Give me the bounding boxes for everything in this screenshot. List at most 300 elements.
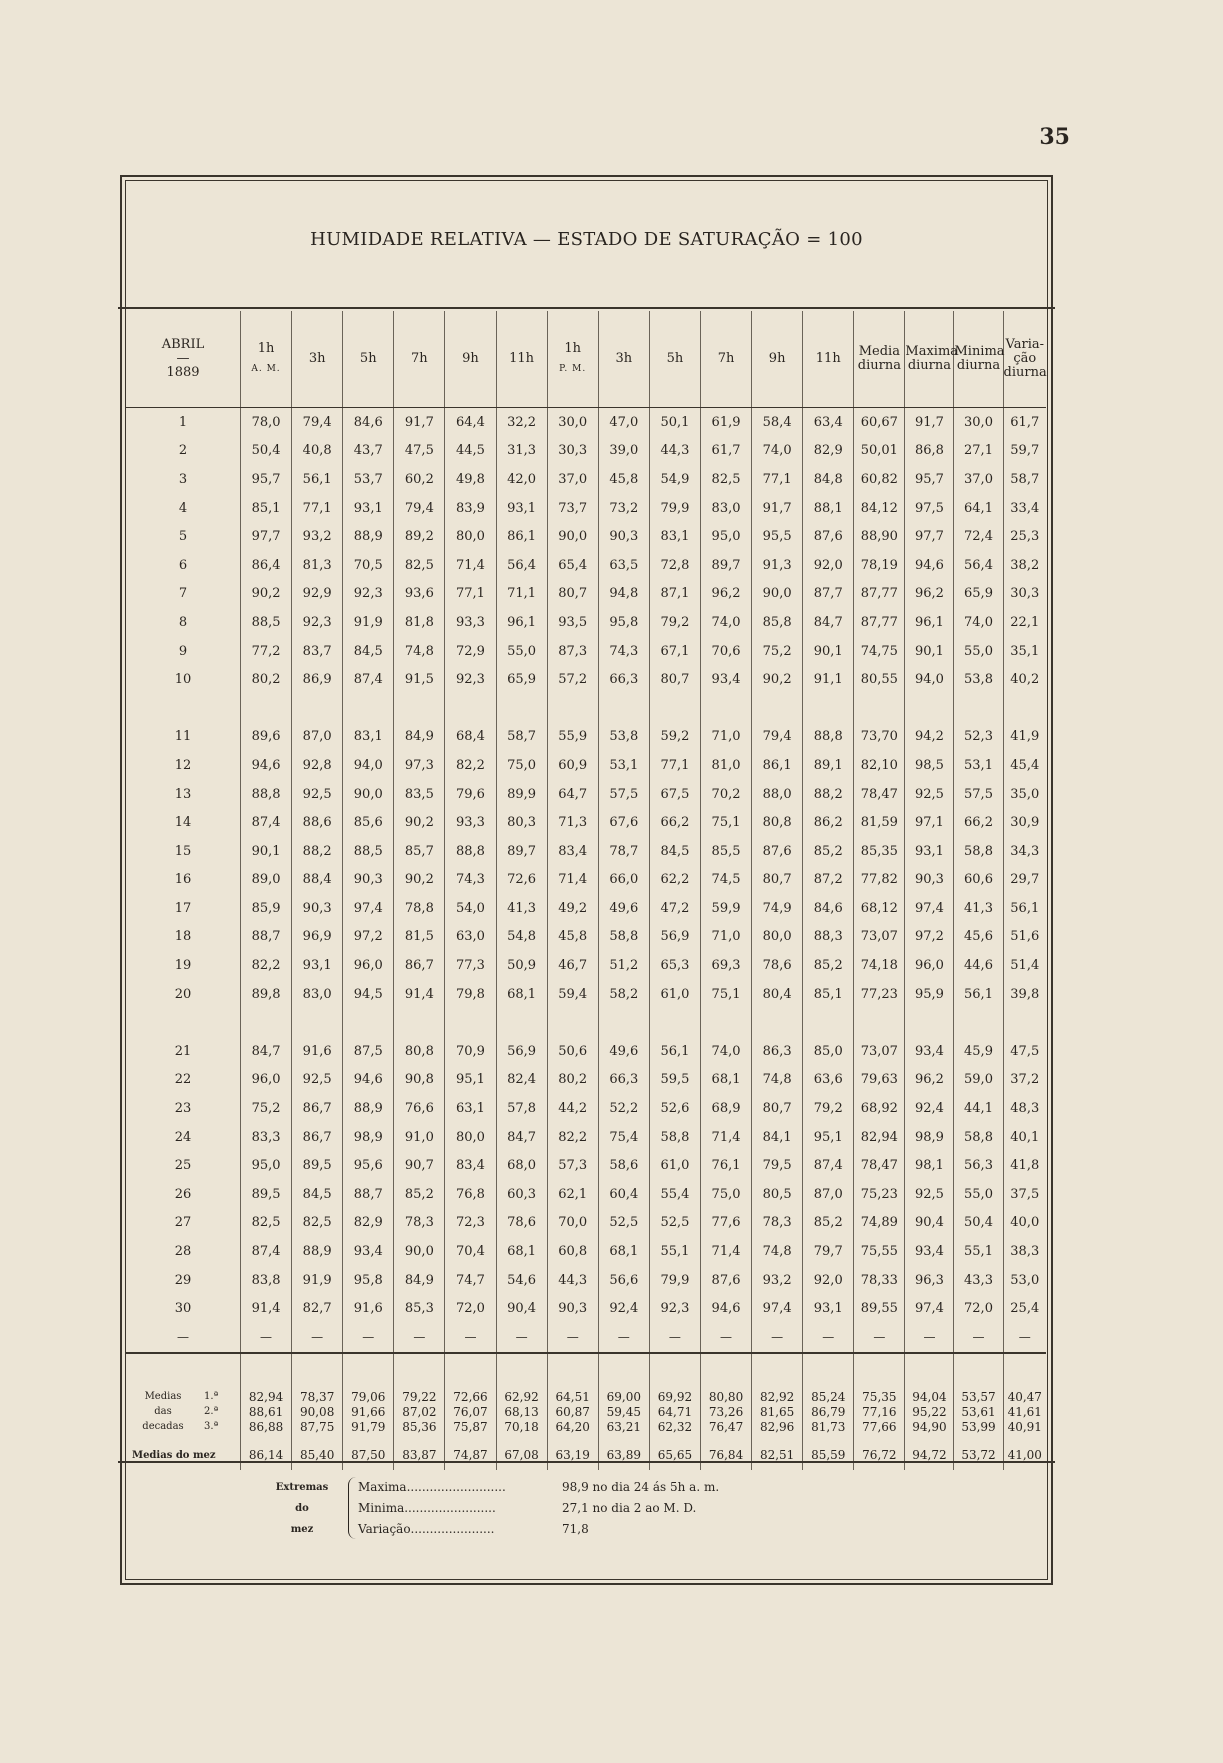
value-cell: 88,8 [445, 837, 496, 866]
value-cell: 90,2 [394, 808, 445, 837]
value-cell: 80,8 [394, 1037, 445, 1066]
value-cell: 89,6 [240, 723, 291, 752]
value-cell: 68,1 [496, 1237, 547, 1266]
extreme-maxima-value: 98,9 no dia 24 ás 5h a. m. [562, 1480, 720, 1494]
value-cell: 62,1 [547, 1180, 598, 1209]
value-cell: 60,67 [854, 408, 905, 437]
value-cell: 90,3 [292, 894, 343, 923]
value-cell: 82,2 [445, 751, 496, 780]
value-cell: 67,5 [649, 780, 700, 809]
gap-cell [445, 1008, 496, 1037]
value-cell: 93,2 [752, 1266, 803, 1295]
table-row [126, 408, 1046, 437]
value-cell: 92,4 [598, 1294, 649, 1323]
decade-mean-value: 77,16 [862, 1405, 897, 1420]
value-cell: 90,0 [394, 1237, 445, 1266]
value-cell: 97,4 [752, 1294, 803, 1323]
value-cell: 79,4 [394, 494, 445, 523]
value-cell: 85,5 [700, 837, 751, 866]
value-cell: 30,9 [1003, 808, 1046, 837]
decade-mean-value: 82,94 [248, 1390, 284, 1405]
value-cell: 91,0 [394, 1123, 445, 1152]
gap-cell [854, 694, 905, 723]
value-cell: 88,6 [292, 808, 343, 837]
value-cell: 83,8 [240, 1266, 291, 1295]
table-row [126, 1237, 1046, 1266]
value-cell: 80,8 [752, 808, 803, 837]
decade-means-label [126, 1382, 240, 1441]
value-cell: 95,6 [343, 1151, 394, 1180]
value-cell: 77,3 [445, 951, 496, 980]
day-cell: 11 [174, 729, 192, 745]
value-cell: 88,9 [343, 522, 394, 551]
value-cell: 56,1 [292, 465, 343, 494]
value-cell: 92,3 [445, 665, 496, 694]
value-cell: 74,18 [854, 951, 905, 980]
value-cell: 44,2 [547, 1094, 598, 1123]
value-cell: 90,0 [547, 522, 598, 551]
value-cell: 70,0 [547, 1209, 598, 1238]
value-cell: 80,55 [854, 665, 905, 694]
value-cell: 56,9 [496, 1037, 547, 1066]
value-cell: 45,8 [598, 465, 649, 494]
day-cell: 22 [174, 1072, 192, 1088]
decade-mean-value: 80,80 [708, 1390, 744, 1405]
decade-mean-value: 91,66 [351, 1405, 386, 1420]
value-cell: 82,5 [292, 1209, 343, 1238]
value-cell: 75,2 [752, 637, 803, 666]
dash-cell: — [598, 1323, 649, 1353]
value-cell: 43,3 [954, 1266, 1003, 1295]
value-cell: 57,5 [954, 780, 1003, 809]
value-cell: 41,3 [496, 894, 547, 923]
value-cell: 95,9 [905, 980, 954, 1009]
value-cell: 37,0 [547, 465, 598, 494]
month-mean-cell: 94,72 [905, 1441, 954, 1470]
gap-cell [954, 1008, 1003, 1037]
day-cell: 8 [178, 614, 188, 630]
value-cell: 41,8 [1003, 1151, 1046, 1180]
value-cell: 40,2 [1003, 665, 1046, 694]
value-cell: 96,3 [905, 1266, 954, 1295]
value-cell: 80,7 [752, 866, 803, 895]
decade-mean-value: 75,87 [453, 1420, 488, 1435]
value-cell: 80,5 [752, 1180, 803, 1209]
gap-cell [700, 694, 751, 723]
day-cell: 10 [174, 672, 192, 688]
header-row [126, 311, 1046, 408]
gap-cell [240, 1008, 291, 1037]
value-cell: 66,2 [649, 808, 700, 837]
value-cell: 95,5 [752, 522, 803, 551]
value-cell: 40,8 [292, 437, 343, 466]
header-media: Media diurna [854, 311, 905, 408]
value-cell: 84,1 [752, 1123, 803, 1152]
extremes-label: Extremas [275, 1482, 329, 1493]
table-frame [120, 175, 1053, 1585]
table-row [126, 1094, 1046, 1123]
dash-cell: — [905, 1323, 954, 1353]
value-cell: 89,1 [803, 751, 854, 780]
value-cell: 48,3 [1003, 1094, 1046, 1123]
divider-cell [496, 1353, 547, 1383]
decade-label-text: Medias [144, 1391, 182, 1403]
value-cell: 55,4 [649, 1180, 700, 1209]
decade-mean-value: 87,02 [402, 1405, 437, 1420]
value-cell: 74,7 [445, 1266, 496, 1295]
month-mean-cell: 74,87 [445, 1441, 496, 1470]
month-mean-cell: 67,08 [496, 1441, 547, 1470]
value-cell: 89,9 [496, 780, 547, 809]
value-cell: 56,4 [496, 551, 547, 580]
value-cell: 97,4 [343, 894, 394, 923]
table-row [126, 608, 1046, 637]
value-cell: 96,0 [343, 951, 394, 980]
value-cell: 79,2 [803, 1094, 854, 1123]
gap-cell [394, 1008, 445, 1037]
value-cell: 95,7 [240, 465, 291, 494]
value-cell: 61,9 [700, 408, 751, 437]
value-cell: 72,9 [445, 637, 496, 666]
value-cell: 88,90 [854, 522, 905, 551]
decade-mean-value: 41,61 [1007, 1405, 1042, 1420]
value-cell: 84,6 [343, 408, 394, 437]
gap-cell [547, 1008, 598, 1037]
header-hour: 11h [496, 311, 547, 408]
value-cell: 88,4 [292, 866, 343, 895]
value-cell: 51,2 [598, 951, 649, 980]
value-cell: 85,8 [752, 608, 803, 637]
header-month: ABRIL [161, 337, 205, 352]
value-cell: 74,75 [854, 637, 905, 666]
day-cell: 15 [174, 843, 192, 859]
value-cell: 87,3 [547, 637, 598, 666]
value-cell: 96,0 [905, 951, 954, 980]
value-cell: 83,4 [547, 837, 598, 866]
dash-cell: — [394, 1323, 445, 1353]
value-cell: 94,6 [240, 751, 291, 780]
value-cell: 84,7 [240, 1037, 291, 1066]
decade-mean-value: 68,13 [504, 1405, 539, 1420]
decade-mean-cell [292, 1382, 343, 1441]
gap-cell [752, 1008, 803, 1037]
value-cell: 60,82 [854, 465, 905, 494]
decade-mean-value: 53,99 [961, 1420, 996, 1435]
decade-mean-value: 94,90 [912, 1420, 947, 1435]
month-mean-cell: 83,87 [394, 1441, 445, 1470]
value-cell: 85,1 [803, 980, 854, 1009]
title-rule [118, 307, 1055, 309]
divider-cell [126, 1353, 240, 1383]
value-cell: 34,3 [1003, 837, 1046, 866]
value-cell: 41,3 [954, 894, 1003, 923]
value-cell: 30,0 [547, 408, 598, 437]
gap-cell [803, 694, 854, 723]
value-cell: 30,0 [954, 408, 1003, 437]
value-cell: 82,2 [547, 1123, 598, 1152]
gap-cell [598, 1008, 649, 1037]
value-cell: 80,2 [240, 665, 291, 694]
value-cell: 90,2 [394, 866, 445, 895]
value-cell: 72,0 [445, 1294, 496, 1323]
decade-mean-value: 62,32 [657, 1420, 693, 1435]
value-cell: 74,5 [700, 866, 751, 895]
dash-cell: — [292, 1323, 343, 1353]
value-cell: 49,6 [598, 1037, 649, 1066]
decade-mean-cell [445, 1382, 496, 1441]
decade-mean-cell [854, 1382, 905, 1441]
table-row [126, 580, 1046, 609]
value-cell: 53,7 [343, 465, 394, 494]
value-cell: 60,3 [496, 1180, 547, 1209]
dash-cell: — [803, 1323, 854, 1353]
decade-mean-cell [240, 1382, 291, 1441]
value-cell: 35,0 [1003, 780, 1046, 809]
value-cell: 58,4 [752, 408, 803, 437]
divider-cell [343, 1353, 394, 1383]
day-cell: 23 [174, 1101, 192, 1117]
value-cell: 88,8 [803, 723, 854, 752]
value-cell: 61,7 [700, 437, 751, 466]
value-cell: 93,4 [905, 1037, 954, 1066]
value-cell: 56,1 [649, 1037, 700, 1066]
value-cell: 77,82 [854, 866, 905, 895]
value-cell: 84,5 [649, 837, 700, 866]
value-cell: 93,3 [445, 608, 496, 637]
gap-cell [598, 694, 649, 723]
header-pm: P. M. [559, 364, 587, 374]
value-cell: 66,0 [598, 866, 649, 895]
day-cell: 4 [178, 500, 188, 516]
value-cell: 54,6 [496, 1266, 547, 1295]
value-cell: 57,8 [496, 1094, 547, 1123]
value-cell: 63,1 [445, 1094, 496, 1123]
value-cell: 77,1 [292, 494, 343, 523]
value-cell: 75,0 [496, 751, 547, 780]
value-cell: 86,3 [752, 1037, 803, 1066]
value-cell: 50,01 [854, 437, 905, 466]
value-cell: 58,6 [598, 1151, 649, 1180]
value-cell: 86,2 [803, 808, 854, 837]
gap-cell [752, 694, 803, 723]
value-cell: 72,8 [649, 551, 700, 580]
dash-cell: — [445, 1323, 496, 1353]
value-cell: 87,0 [803, 1180, 854, 1209]
value-cell: 67,1 [649, 637, 700, 666]
value-cell: 85,7 [394, 837, 445, 866]
value-cell: 88,7 [240, 923, 291, 952]
gap-cell [292, 1008, 343, 1037]
value-cell: 70,5 [343, 551, 394, 580]
decade-mean-value: 75,35 [862, 1390, 897, 1405]
value-cell: 71,0 [700, 923, 751, 952]
value-cell: 74,3 [445, 866, 496, 895]
decade-mean-cell [343, 1382, 394, 1441]
value-cell: 95,8 [343, 1266, 394, 1295]
value-cell: 71,4 [547, 866, 598, 895]
value-cell: 75,23 [854, 1180, 905, 1209]
value-cell: 97,2 [905, 923, 954, 952]
divider-cell [854, 1353, 905, 1383]
value-cell: 71,0 [700, 723, 751, 752]
decade-mean-cell [905, 1382, 954, 1441]
value-cell: 59,9 [700, 894, 751, 923]
decade-mean-value: 82,96 [759, 1420, 795, 1435]
value-cell: 87,0 [292, 723, 343, 752]
value-cell: 61,0 [649, 980, 700, 1009]
value-cell: 71,4 [445, 551, 496, 580]
value-cell: 22,1 [1003, 608, 1046, 637]
value-cell: 75,1 [700, 980, 751, 1009]
value-cell: 62,2 [649, 866, 700, 895]
day-cell: 9 [178, 643, 188, 659]
month-mean-cell: 63,89 [598, 1441, 649, 1470]
day-cell: 7 [178, 586, 188, 602]
value-cell: 95,0 [700, 522, 751, 551]
value-cell: 89,7 [496, 837, 547, 866]
value-cell: 85,1 [240, 494, 291, 523]
day-cell: 1 [178, 414, 188, 430]
value-cell: 52,6 [649, 1094, 700, 1123]
value-cell: 38,2 [1003, 551, 1046, 580]
value-cell: 35,1 [1003, 637, 1046, 666]
value-cell: 81,8 [394, 608, 445, 637]
decade-mean-value: 76,47 [708, 1420, 744, 1435]
value-cell: 90,0 [752, 580, 803, 609]
value-cell: 60,2 [394, 465, 445, 494]
decade-mean-cell [547, 1382, 598, 1441]
value-cell: 92,8 [292, 751, 343, 780]
value-cell: 91,4 [240, 1294, 291, 1323]
value-cell: 55,0 [954, 637, 1003, 666]
day-cell: 29 [174, 1272, 192, 1288]
value-cell: 58,8 [954, 1123, 1003, 1152]
dash-cell: — [954, 1323, 1003, 1353]
table-row [126, 980, 1046, 1009]
value-cell: 40,1 [1003, 1123, 1046, 1152]
value-cell: 90,1 [803, 637, 854, 666]
value-cell: 96,2 [905, 580, 954, 609]
value-cell: 64,4 [445, 408, 496, 437]
value-cell: 54,8 [496, 923, 547, 952]
header-hour: 3h [598, 311, 649, 408]
value-cell: 80,0 [445, 1123, 496, 1152]
value-cell: 94,2 [905, 723, 954, 752]
value-cell: 82,5 [700, 465, 751, 494]
value-cell: 74,8 [752, 1237, 803, 1266]
value-cell: 56,6 [598, 1266, 649, 1295]
value-cell: 55,1 [649, 1237, 700, 1266]
month-mean-cell: 85,59 [803, 1441, 854, 1470]
gap-cell [343, 694, 394, 723]
table-row [126, 437, 1046, 466]
extreme-variacao: Variação...................... [358, 1522, 495, 1536]
value-cell: 79,7 [803, 1237, 854, 1266]
value-cell: 77,1 [752, 465, 803, 494]
value-cell: 53,1 [954, 751, 1003, 780]
dash-cell: — [176, 1330, 189, 1345]
decade-mean-value: 59,45 [606, 1405, 641, 1420]
table-row [126, 465, 1046, 494]
value-cell: 81,59 [854, 808, 905, 837]
month-mean-cell: 85,40 [292, 1441, 343, 1470]
value-cell: 45,9 [954, 1037, 1003, 1066]
value-cell: 72,4 [954, 522, 1003, 551]
value-cell: 88,0 [752, 780, 803, 809]
gap-cell [1003, 694, 1046, 723]
day-cell: 20 [174, 986, 192, 1002]
value-cell: 94,8 [598, 580, 649, 609]
value-cell: 50,1 [649, 408, 700, 437]
value-cell: 92,0 [803, 1266, 854, 1295]
table-title: HUMIDADE RELATIVA — ESTADO DE SATURAÇÃO = 100 [310, 229, 863, 250]
value-cell: 85,3 [394, 1294, 445, 1323]
header-hour: 1h P. M. [547, 311, 598, 408]
divider-cell [445, 1353, 496, 1383]
divider-cell [292, 1353, 343, 1383]
value-cell: 90,8 [394, 1066, 445, 1095]
decade-ordinal: 3.ª [204, 1421, 219, 1433]
value-cell: 86,7 [292, 1094, 343, 1123]
value-cell: 88,2 [292, 837, 343, 866]
value-cell: 78,19 [854, 551, 905, 580]
value-cell: 80,3 [496, 808, 547, 837]
value-cell: 92,4 [905, 1094, 954, 1123]
value-cell: 75,55 [854, 1237, 905, 1266]
value-cell: 86,9 [292, 665, 343, 694]
day-cell: 6 [178, 557, 188, 573]
extremes-label: mez [290, 1524, 314, 1535]
value-cell: 96,9 [292, 923, 343, 952]
value-cell: 88,2 [803, 780, 854, 809]
value-cell: 90,1 [905, 637, 954, 666]
divider-cell [394, 1353, 445, 1383]
value-cell: 74,0 [752, 437, 803, 466]
value-cell: 94,0 [905, 665, 954, 694]
day-cell: 30 [174, 1301, 192, 1317]
decade-ordinal: 1.ª [204, 1391, 219, 1403]
gap-cell [700, 1008, 751, 1037]
table-row [126, 808, 1046, 837]
dash-cell: — [752, 1323, 803, 1353]
table-row [126, 866, 1046, 895]
value-cell: 96,0 [240, 1066, 291, 1095]
month-mean-cell: 87,50 [343, 1441, 394, 1470]
decade-mean-value: 76,07 [453, 1405, 488, 1420]
day-cell: 21 [174, 1043, 192, 1059]
decade-label-text: decadas [142, 1421, 184, 1433]
table-row [126, 951, 1046, 980]
value-cell: 98,9 [905, 1123, 954, 1152]
decade-mean-value: 53,57 [961, 1390, 996, 1405]
value-cell: 63,4 [803, 408, 854, 437]
value-cell: 52,5 [598, 1209, 649, 1238]
value-cell: 73,70 [854, 723, 905, 752]
value-cell: 95,1 [803, 1123, 854, 1152]
value-cell: 59,7 [1003, 437, 1046, 466]
value-cell: 97,1 [905, 808, 954, 837]
month-mean-cell: 65,65 [649, 1441, 700, 1470]
dash-row [126, 1323, 1046, 1353]
decade-mean-value: 64,71 [657, 1405, 693, 1420]
value-cell: 93,1 [905, 837, 954, 866]
decade-mean-cell [649, 1382, 700, 1441]
value-cell: 80,2 [547, 1066, 598, 1095]
dash-cell: — [854, 1323, 905, 1353]
value-cell: 85,2 [803, 837, 854, 866]
month-mean-cell: 76,72 [854, 1441, 905, 1470]
header-hour: 5h [649, 311, 700, 408]
